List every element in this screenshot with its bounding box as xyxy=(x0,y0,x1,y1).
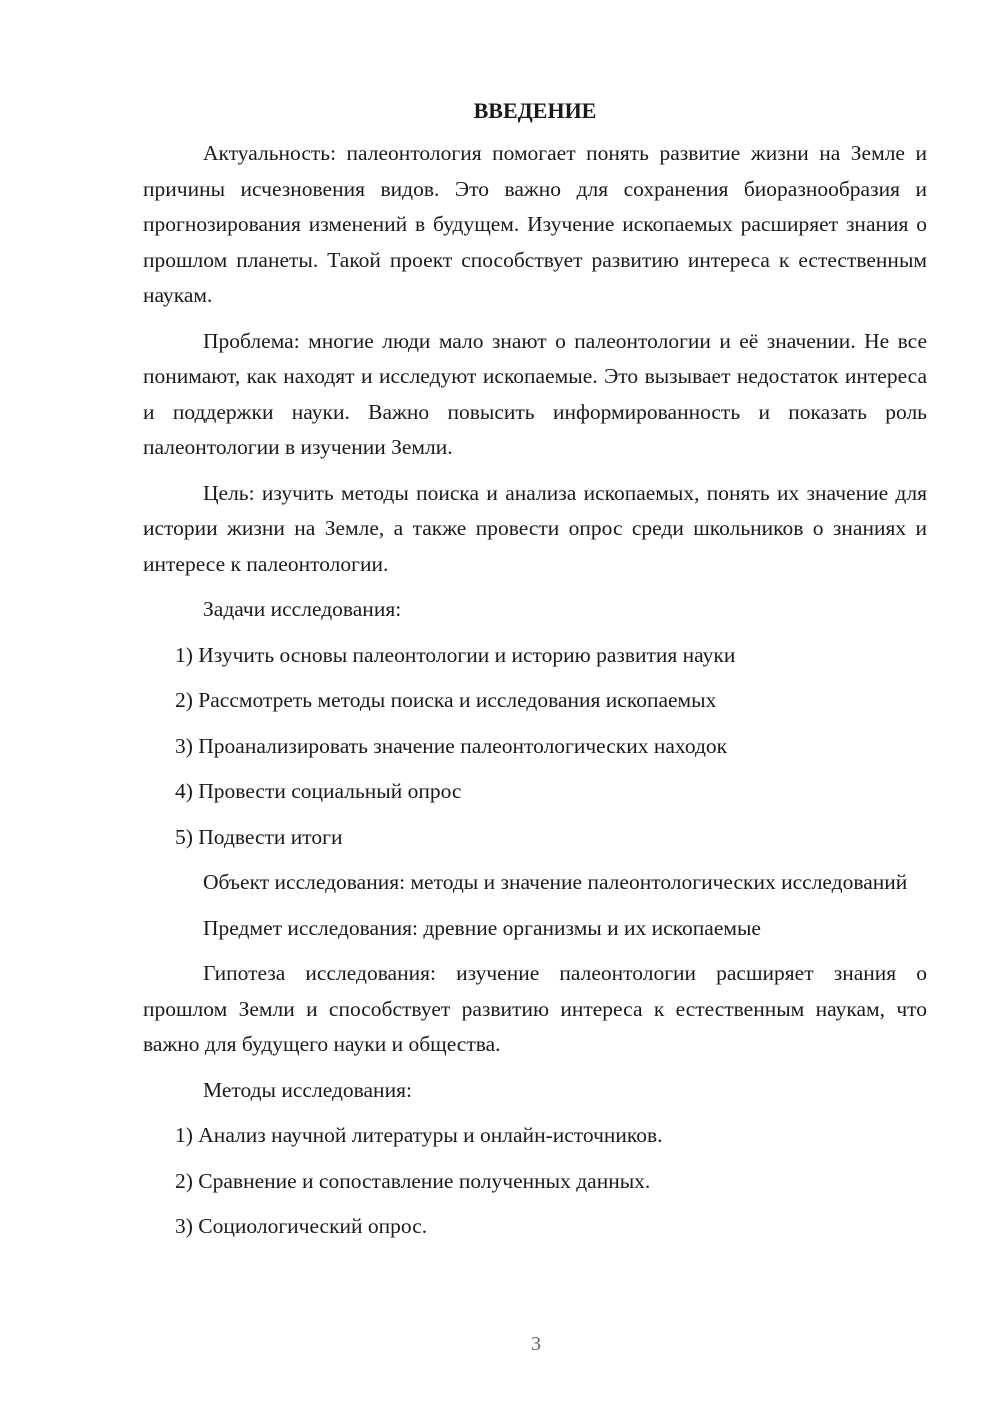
list-item: 3) Социологический опрос. xyxy=(175,1214,428,1238)
list-item: 5) Подвести итоги xyxy=(175,824,343,849)
object-paragraph: Объект исследования: методы и значение палеонтологических исследований xyxy=(203,870,908,894)
list-item: 4) Провести социальный опрос xyxy=(175,779,462,803)
tasks-list xyxy=(143,638,927,856)
list-item: 2) Рассмотреть методы поиска и исследования ископаемых xyxy=(175,688,717,712)
relevance-paragraph: Актуальность: палеонтология помогает понять развитие жизни на Земле и причины исчезновения видов. Это важно для сохранения биоразнообразия и прогнозирования изменений в будущем. Изучение ископаемых расширяет знания о прошлом планеты. Такой проект способствует развитию интереса к естественным наукам. xyxy=(143,141,927,307)
list-item: 1) Изучить основы палеонтологии и историю развития науки xyxy=(175,642,736,667)
list-item: 2) Сравнение и сопоставление полученных данных. xyxy=(175,1168,651,1193)
methods-list xyxy=(143,1118,927,1245)
subject-paragraph: Предмет исследования: древние организмы и их ископаемые xyxy=(203,915,761,940)
document-page xyxy=(143,96,927,1255)
problem-paragraph: Проблема: многие люди мало знают о палеонтологии и её значении. Не все понимают, как находят и исследуют ископаемые. Это вызывает недостаток интереса и поддержки науки. Важно повысить информированность и показать роль палеонтологии в изучении Земли. xyxy=(143,328,927,459)
methods-heading: Методы исследования: xyxy=(203,1077,412,1102)
goal-paragraph: Цель: изучить методы поиска и анализа ископаемых, понять их значение для истории жизни на Земле, а также провести опрос среди школьников о знаниях и интересе к палеонтологии. xyxy=(143,480,927,576)
page-title: ВВЕДЕНИЕ xyxy=(473,98,597,123)
list-item: 3) Проанализировать значение палеонтологических находок xyxy=(175,733,728,758)
page-number: 3 xyxy=(531,1333,541,1355)
tasks-heading: Задачи исследования: xyxy=(203,597,402,621)
hypothesis-paragraph: Гипотеза исследования: изучение палеонтологии расширяет знания о прошлом Земли и способствует развитию интереса к естественным наукам, что важно для будущего науки и общества. xyxy=(143,961,927,1056)
list-item: 1) Анализ научной литературы и онлайн-источников. xyxy=(175,1123,663,1147)
